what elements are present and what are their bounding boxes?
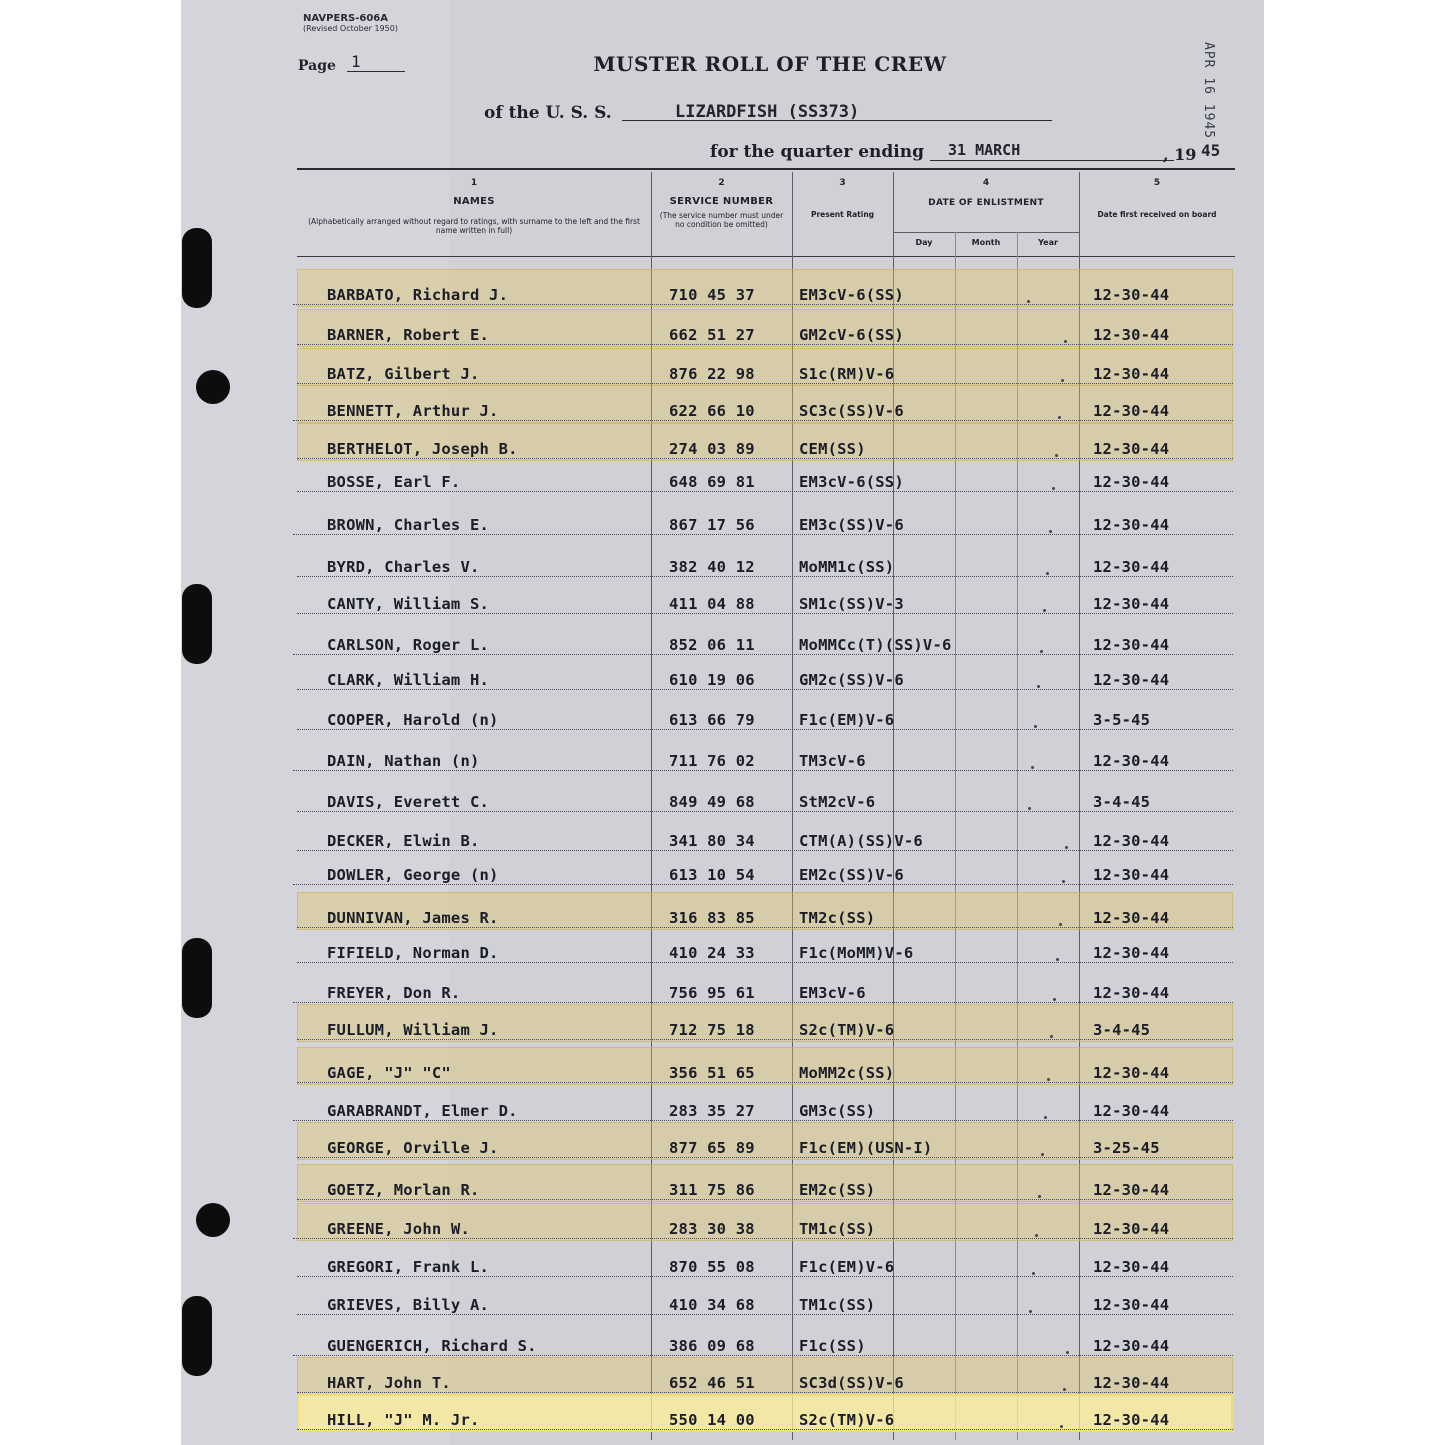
date-received: 12-30-44	[1093, 440, 1170, 458]
ink-dot	[1061, 379, 1064, 382]
table-row	[297, 735, 1233, 773]
service-number: 867 17 56	[669, 516, 755, 534]
crew-name: BARNER, Robert E.	[327, 326, 490, 344]
service-number: 283 30 38	[669, 1220, 755, 1238]
row-rule	[297, 1199, 1233, 1200]
crew-name: COOPER, Harold (n)	[327, 711, 499, 729]
table-row	[297, 1241, 1233, 1279]
row-rule	[297, 1082, 1233, 1083]
table-row	[297, 499, 1233, 537]
date-received: 12-30-44	[1093, 909, 1170, 927]
ink-dot	[1043, 609, 1046, 612]
crew-name: CARLSON, Roger L.	[327, 636, 490, 654]
table-row	[297, 1320, 1233, 1358]
crew-name: HILL, "J" M. Jr.	[327, 1411, 480, 1429]
crew-name: CLARK, William H.	[327, 671, 490, 689]
ink-dot	[1058, 416, 1061, 419]
crew-name: DECKER, Elwin B.	[327, 832, 480, 850]
present-rating: TM1c(SS)	[799, 1296, 876, 1314]
table-row	[297, 654, 1233, 692]
row-rule	[297, 1392, 1233, 1393]
service-number: 710 45 37	[669, 286, 755, 304]
table-row	[297, 269, 1233, 307]
date-received: 12-30-44	[1093, 1181, 1170, 1199]
crew-name: BENNETT, Arthur J.	[327, 402, 499, 420]
present-rating: TM1c(SS)	[799, 1220, 876, 1238]
table-row	[297, 694, 1233, 732]
present-rating: EM2c(SS)V-6	[799, 866, 904, 884]
table-row	[297, 815, 1233, 853]
ink-dot	[1049, 530, 1052, 533]
crew-name: DAIN, Nathan (n)	[327, 752, 480, 770]
form-code: NAVPERS-606A (Revised October 1950)	[303, 13, 398, 33]
row-rule	[297, 1039, 1233, 1040]
ink-dot	[1066, 1351, 1069, 1354]
ship-label: of the U. S. S.	[484, 103, 612, 123]
ink-dot	[1029, 1310, 1032, 1313]
crew-name: BERTHELOT, Joseph B.	[327, 440, 518, 458]
received-stamp: APR 16 1945	[1201, 42, 1216, 140]
crew-name: BOSSE, Earl F.	[327, 473, 461, 491]
service-number: 852 06 11	[669, 636, 755, 654]
present-rating: F1c(EM)V-6	[799, 711, 895, 729]
date-received: 3-25-45	[1093, 1139, 1160, 1157]
service-number: 356 51 65	[669, 1064, 755, 1082]
service-number: 652 46 51	[669, 1374, 755, 1392]
row-rule	[293, 1120, 1233, 1121]
crew-name: GREGORI, Frank L.	[327, 1258, 490, 1276]
table-row	[297, 309, 1233, 347]
row-rule	[293, 1355, 1233, 1356]
ink-dot	[1031, 766, 1034, 769]
present-rating: EM3c(SS)V-6	[799, 516, 904, 534]
table-row	[297, 456, 1233, 494]
service-number: 316 83 85	[669, 909, 755, 927]
present-rating: TM3cV-6	[799, 752, 866, 770]
row-rule	[297, 689, 1233, 690]
table-row	[297, 385, 1233, 423]
present-rating: EM3cV-6	[799, 984, 866, 1002]
table-row	[297, 1085, 1233, 1123]
ink-dot	[1053, 998, 1056, 1001]
service-number: 756 95 61	[669, 984, 755, 1002]
row-rule	[297, 729, 1233, 730]
table-row	[297, 927, 1233, 965]
present-rating: F1c(MoMM)V-6	[799, 944, 914, 962]
service-number: 274 03 89	[669, 440, 755, 458]
table-row	[297, 1164, 1233, 1202]
row-rule	[297, 576, 1233, 577]
ink-dot	[1064, 340, 1067, 343]
present-rating: MoMMCc(T)(SS)V-6	[799, 636, 952, 654]
present-rating: EM2c(SS)	[799, 1181, 876, 1199]
ink-dot	[1062, 880, 1065, 883]
date-received: 12-30-44	[1093, 516, 1170, 534]
service-number: 876 22 98	[669, 365, 755, 383]
date-received: 12-30-44	[1093, 1102, 1170, 1120]
punch-hole-2	[196, 1203, 230, 1237]
service-number: 283 35 27	[669, 1102, 755, 1120]
table-row	[297, 1004, 1233, 1042]
ink-dot	[1037, 685, 1040, 688]
row-rule	[297, 1157, 1233, 1158]
row-rule	[293, 420, 1233, 421]
column-header-names: 1 NAMES (Alphabetically arranged without regard to ratings, with surname to the left and the first name written in full)	[308, 178, 640, 235]
crew-name: FULLUM, William J.	[327, 1021, 499, 1039]
date-received: 12-30-44	[1093, 402, 1170, 420]
date-received: 12-30-44	[1093, 1258, 1170, 1276]
service-number: 849 49 68	[669, 793, 755, 811]
service-number: 648 69 81	[669, 473, 755, 491]
crew-name: GUENGERICH, Richard S.	[327, 1337, 537, 1355]
ink-dot	[1040, 650, 1043, 653]
row-rule	[293, 534, 1233, 535]
date-received: 12-30-44	[1093, 671, 1170, 689]
ink-dot	[1044, 1116, 1047, 1119]
date-received: 12-30-44	[1093, 636, 1170, 654]
ink-dot	[1059, 923, 1062, 926]
date-received: 12-30-44	[1093, 1064, 1170, 1082]
row-rule	[293, 1238, 1233, 1239]
date-received: 12-30-44	[1093, 558, 1170, 576]
service-number: 662 51 27	[669, 326, 755, 344]
row-rule	[297, 491, 1233, 492]
ink-dot	[1047, 1078, 1050, 1081]
crew-name: GOETZ, Morlan R.	[327, 1181, 480, 1199]
table-row	[297, 1122, 1233, 1160]
ink-dot	[1046, 572, 1049, 575]
row-rule	[297, 962, 1233, 963]
crew-name: HART, John T.	[327, 1374, 451, 1392]
ink-dot	[1027, 300, 1030, 303]
crew-name: DAVIS, Everett C.	[327, 793, 490, 811]
service-number: 410 24 33	[669, 944, 755, 962]
row-rule	[297, 383, 1233, 384]
service-number: 341 80 34	[669, 832, 755, 850]
crew-name: GREENE, John W.	[327, 1220, 470, 1238]
present-rating: TM2c(SS)	[799, 909, 876, 927]
page-label: Page	[298, 58, 336, 74]
service-number: 411 04 88	[669, 595, 755, 613]
present-rating: S2c(TM)V-6	[799, 1411, 895, 1429]
present-rating: F1c(EM)(USN-I)	[799, 1139, 933, 1157]
year-value: 45	[1201, 141, 1221, 160]
present-rating: SM1c(SS)V-3	[799, 595, 904, 613]
crew-name: FREYER, Don R.	[327, 984, 461, 1002]
header-top-rule	[297, 168, 1235, 170]
table-row	[297, 1357, 1233, 1395]
table-row	[297, 1279, 1233, 1317]
date-received: 12-30-44	[1093, 944, 1170, 962]
ink-dot	[1060, 1425, 1063, 1428]
present-rating: SC3d(SS)V-6	[799, 1374, 904, 1392]
present-rating: S1c(RM)V-6	[799, 365, 895, 383]
row-rule	[293, 304, 1233, 305]
ink-dot	[1052, 487, 1055, 490]
table-row	[297, 619, 1233, 657]
date-received: 12-30-44	[1093, 286, 1170, 304]
date-received: 3-4-45	[1093, 793, 1151, 811]
ink-dot	[1032, 1272, 1035, 1275]
date-received: 12-30-44	[1093, 866, 1170, 884]
table-row	[297, 967, 1233, 1005]
enlistment-day-header: Day	[915, 238, 933, 247]
document-title: MUSTER ROLL OF THE CREW	[593, 52, 947, 76]
crew-name: DOWLER, George (n)	[327, 866, 499, 884]
present-rating: GM3c(SS)	[799, 1102, 876, 1120]
crew-name: BARBATO, Richard J.	[327, 286, 509, 304]
present-rating: StM2cV-6	[799, 793, 876, 811]
table-row	[297, 776, 1233, 814]
quarter-value: 31 MARCH	[948, 141, 1021, 159]
service-number: 410 34 68	[669, 1296, 755, 1314]
row-rule	[297, 613, 1233, 614]
date-received: 3-4-45	[1093, 1021, 1151, 1039]
column-header-present-rating: 3 Present Rating	[810, 178, 875, 219]
column-header-service-number: 2 SERVICE NUMBER (The service number must under no condition be omitted)	[659, 178, 784, 229]
service-number: 712 75 18	[669, 1021, 755, 1039]
row-rule	[293, 1002, 1233, 1003]
present-rating: CTM(A)(SS)V-6	[799, 832, 923, 850]
date-received: 12-30-44	[1093, 1220, 1170, 1238]
present-rating: F1c(SS)	[799, 1337, 866, 1355]
crew-name: DUNNIVAN, James R.	[327, 909, 499, 927]
table-row	[297, 849, 1233, 887]
date-received: 12-30-44	[1093, 595, 1170, 613]
present-rating: F1c(EM)V-6	[799, 1258, 895, 1276]
present-rating: GM2c(SS)V-6	[799, 671, 904, 689]
punch-hole-1	[196, 370, 230, 404]
row-rule	[293, 884, 1233, 885]
service-number: 870 55 08	[669, 1258, 755, 1276]
date-received: 12-30-44	[1093, 1337, 1170, 1355]
present-rating: MoMM2c(SS)	[799, 1064, 895, 1082]
present-rating: GM2cV-6(SS)	[799, 326, 904, 344]
date-received: 12-30-44	[1093, 984, 1170, 1002]
date-received: 12-30-44	[1093, 473, 1170, 491]
enlistment-subheader-rule	[893, 232, 1079, 233]
present-rating: SC3c(SS)V-6	[799, 402, 904, 420]
date-received: 12-30-44	[1093, 365, 1170, 383]
table-row	[297, 892, 1233, 930]
row-rule	[297, 1429, 1233, 1430]
service-number: 711 76 02	[669, 752, 755, 770]
row-rule	[297, 1314, 1233, 1315]
ink-dot	[1063, 1388, 1066, 1391]
present-rating: S2c(TM)V-6	[799, 1021, 895, 1039]
enlistment-month-header: Month	[971, 238, 1001, 247]
ink-dot	[1050, 1035, 1053, 1038]
crew-name: BYRD, Charles V.	[327, 558, 480, 576]
date-received: 12-30-44	[1093, 1296, 1170, 1314]
quarter-underline	[930, 160, 1174, 161]
row-rule	[297, 811, 1233, 812]
ink-dot	[1056, 958, 1059, 961]
quarter-label: for the quarter ending	[710, 142, 925, 162]
service-number: 311 75 86	[669, 1181, 755, 1199]
row-rule	[293, 770, 1233, 771]
service-number: 382 40 12	[669, 558, 755, 576]
present-rating: EM3cV-6(SS)	[799, 286, 904, 304]
crew-name: GARABRANDT, Elmer D.	[327, 1102, 518, 1120]
service-number: 550 14 00	[669, 1411, 755, 1429]
date-received: 3-5-45	[1093, 711, 1151, 729]
ink-dot	[1035, 1234, 1038, 1237]
column-header-date-received: 5 Date first received on board	[1097, 178, 1217, 219]
date-received: 12-30-44	[1093, 326, 1170, 344]
binder-slot-4	[182, 1296, 212, 1376]
row-rule	[297, 344, 1233, 345]
header-bottom-rule	[297, 256, 1235, 257]
service-number: 610 19 06	[669, 671, 755, 689]
service-number: 386 09 68	[669, 1337, 755, 1355]
binder-slot-1	[182, 228, 212, 308]
table-row	[297, 348, 1233, 386]
present-rating: MoMM1c(SS)	[799, 558, 895, 576]
crew-name: FIFIELD, Norman D.	[327, 944, 499, 962]
table-row	[297, 1047, 1233, 1085]
date-received: 12-30-44	[1093, 832, 1170, 850]
page-number: 1	[347, 52, 405, 72]
ink-dot	[1038, 1195, 1041, 1198]
ship-name: LIZARDFISH (SS373)	[675, 102, 860, 122]
row-rule	[297, 1276, 1233, 1277]
service-number: 613 10 54	[669, 866, 755, 884]
date-received: 12-30-44	[1093, 1374, 1170, 1392]
column-header-date-of-enlistment: 4 DATE OF ENLISTMENT	[928, 178, 1044, 208]
crew-name: GAGE, "J" "C"	[327, 1064, 451, 1082]
table-row	[297, 578, 1233, 616]
service-number: 877 65 89	[669, 1139, 755, 1157]
date-received: 12-30-44	[1093, 752, 1170, 770]
crew-name: BROWN, Charles E.	[327, 516, 490, 534]
binder-slot-3	[182, 938, 212, 1018]
table-row	[297, 1203, 1233, 1241]
crew-name: GEORGE, Orville J.	[327, 1139, 499, 1157]
ink-dot	[1041, 1153, 1044, 1156]
table-row	[297, 541, 1233, 579]
crew-name: GRIEVES, Billy A.	[327, 1296, 490, 1314]
ink-dot	[1034, 725, 1037, 728]
present-rating: CEM(SS)	[799, 440, 866, 458]
binder-slot-2	[182, 584, 212, 664]
service-number: 622 66 10	[669, 402, 755, 420]
crew-name: CANTY, William S.	[327, 595, 490, 613]
ink-dot	[1028, 807, 1031, 810]
present-rating: EM3cV-6(SS)	[799, 473, 904, 491]
service-number: 613 66 79	[669, 711, 755, 729]
date-received: 12-30-44	[1093, 1411, 1170, 1429]
year-label: , 19	[1163, 145, 1197, 164]
table-row	[297, 1394, 1233, 1432]
enlistment-year-header: Year	[1038, 238, 1058, 247]
crew-name: BATZ, Gilbert J.	[327, 365, 480, 383]
